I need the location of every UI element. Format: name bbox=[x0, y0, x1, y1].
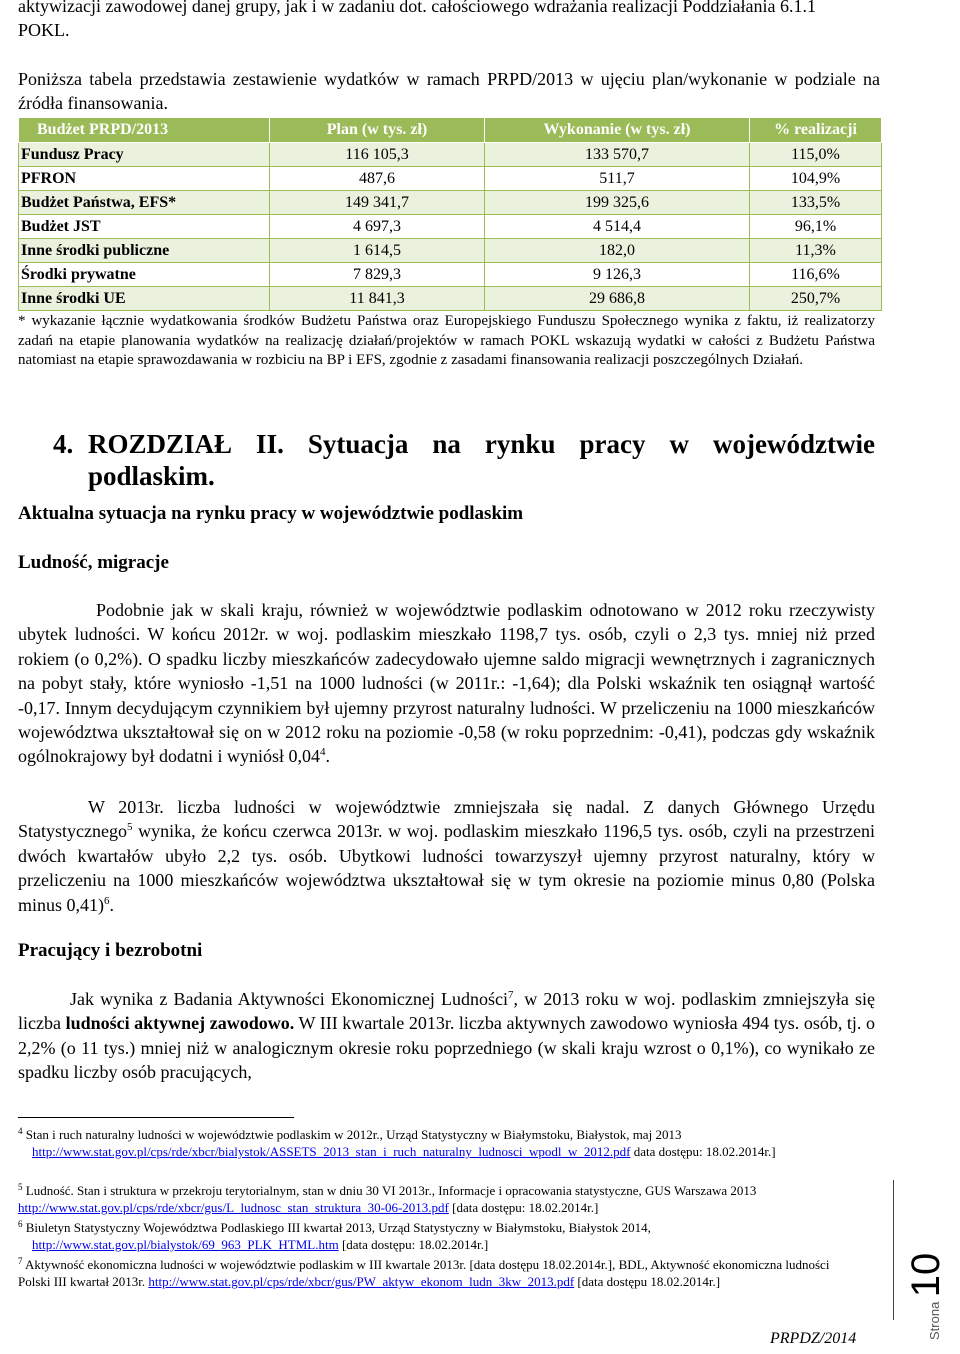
footnote-text: Biuletyn Statystyczny Województwa Podlaskiego III kwartał 2013, Urząd Statystyczny w Białymstoku, Białystok 2014, bbox=[25, 1220, 651, 1235]
table-cell: 149 341,7 bbox=[270, 191, 485, 215]
subsection-heading-pracujacy: Pracujący i bezrobotni bbox=[18, 940, 203, 961]
paragraph-end: . bbox=[325, 746, 330, 767]
table-row bbox=[19, 167, 882, 191]
bold-phrase: ludności aktywnej zawodowo. bbox=[65, 1013, 295, 1034]
table-row bbox=[19, 239, 882, 263]
footnote-7 bbox=[18, 1256, 858, 1290]
table-cell: 11,3% bbox=[750, 239, 882, 263]
table-cell: Środki prywatne bbox=[19, 263, 270, 287]
footnote-access-date: [data dostępu: 18.02.2014r.] bbox=[448, 1200, 599, 1215]
table-cell: 9 126,3 bbox=[485, 263, 750, 287]
table-cell: Fundusz Pracy bbox=[19, 143, 270, 167]
footnote-ref-6[interactable]: 6 bbox=[104, 894, 110, 907]
table-header-cell: % realizacji bbox=[750, 118, 882, 143]
footnote-separator bbox=[18, 1117, 294, 1118]
footnote-text: Stan i ruch naturalny ludności w województwie podlaskim w 2012r., Urząd Statystyczny w Białymstoku, Białystok, maj 2013 bbox=[25, 1127, 682, 1142]
table-cell: Budżet Państwa, EFS* bbox=[19, 191, 270, 215]
footnote-number: 6 bbox=[18, 1219, 23, 1229]
page-label: Strona bbox=[927, 1301, 942, 1340]
page-number-value: 10 bbox=[904, 1252, 948, 1298]
table-header-row bbox=[19, 118, 882, 143]
table-cell: 104,9% bbox=[750, 167, 882, 191]
budget-table bbox=[18, 117, 882, 311]
intro-line-1: aktywizacji zawodowej danej grupy, jak i w zadaniu dot. całościowego wdrażania realizacji Poddziałania 6.1.1 bbox=[18, 0, 817, 16]
footnote-link[interactable]: http://www.stat.gov.pl/bialystok/69_963_PLK_HTML.htm bbox=[32, 1237, 339, 1252]
table-header-cell: Budżet PRPD/2013 bbox=[19, 118, 270, 143]
table-cell: Inne środki publiczne bbox=[19, 239, 270, 263]
footnote-link[interactable]: http://www.stat.gov.pl/cps/rde/xbcr/gus/PW_aktyw_ekonom_ludn_3kw_2013.pdf bbox=[148, 1274, 575, 1289]
table-cell: 1 614,5 bbox=[270, 239, 485, 263]
paragraph-end: . bbox=[109, 894, 115, 915]
paragraph-text: Podobnie jak w skali kraju, również w województwie podlaskim odnotowano w 2012 roku rzeczywisty ubytek ludności. W końcu 2012r. w woj. podlaskim mieszkało 1198,7 tys. osób, czyli o 2,3 tys. mniej niż przed rokiem (o 0,2%). O spadku liczby mieszkańców zadecydowało ujemne saldo migracji wewnętrznych i zagranicznych na pobyt stały, które wyniosło -1,51 na 1000 ludności (w 2011r.: -1,64); dla Polski wskaźnik ten osiągnął wartość -0,17. Innym decydującym czynnikiem był ujemny przyrost naturalny ludności. W przeliczeniu na 1000 mieszkańców województwa ukształtował się on w 2012 roku na poziomie -0,58 (w roku poprzednim: -0,41), podczas gdy wskaźnik ogólnokrajowy był dodatni i wyniósł 0,04 bbox=[18, 600, 875, 767]
table-footnote: * wykazanie łącznie wydatkowania środków Budżetu Państwa oraz Europejskiego Funduszu Społecznego wynika z faktu, iż realizatorzy zadań na etapie planowania wydatków na realizację działań/projektów w ramach POKL wskazują wydatki w całości z Budżetu Państwa natomiast na etapie sprawozdawania w rozbiciu na BP i EFS, zgodnie z zasadami finansowania realizacji poszczególnych Działań. bbox=[18, 313, 875, 368]
table-cell: Budżet JST bbox=[19, 215, 270, 239]
footnote-6 bbox=[18, 1219, 858, 1253]
intro-line-2: POKL. bbox=[18, 20, 70, 40]
table-cell: 116 105,3 bbox=[270, 143, 485, 167]
table-cell: 199 325,6 bbox=[485, 191, 750, 215]
chapter-heading bbox=[53, 428, 875, 492]
subsection-heading-ludnosc: Ludność, migracje bbox=[18, 552, 169, 573]
intro-paragraph: Poniższa tabela przedstawia zestawienie wydatków w ramach PRPD/2013 w ujęciu plan/wykonanie w podziale na źródła finansowania. bbox=[18, 69, 880, 113]
table-cell: 133,5% bbox=[750, 191, 882, 215]
table-cell: 7 829,3 bbox=[270, 263, 485, 287]
table-cell: Inne środki UE bbox=[19, 287, 270, 311]
table-cell: 487,6 bbox=[270, 167, 485, 191]
table-cell: 4 697,3 bbox=[270, 215, 485, 239]
footnote-5 bbox=[18, 1182, 858, 1216]
page-number bbox=[906, 1253, 946, 1340]
footnote-text: Ludność. Stan i struktura w przekroju terytorialnym, stan w dniu 30 VI 2013r., Informacje i opracowania statystyczne, GUS Warszawa 2013 bbox=[25, 1183, 757, 1198]
footer-doc-id: PRPDZ/2014 bbox=[770, 1330, 857, 1347]
footnote-4 bbox=[18, 1126, 858, 1160]
paragraph-ludnosc-2012 bbox=[18, 598, 875, 769]
footnote-number: 7 bbox=[18, 1256, 23, 1266]
chapter-title-line-2: podlaskim. bbox=[88, 461, 215, 491]
table-row bbox=[19, 287, 882, 311]
table-header-cell: Plan (w tys. zł) bbox=[270, 118, 485, 143]
table-cell: 250,7% bbox=[750, 287, 882, 311]
paragraph-ludnosc-2013 bbox=[18, 795, 875, 917]
paragraph-text: Jak wynika z Badania Aktywności Ekonomicznej Ludności bbox=[70, 989, 509, 1009]
footnote-link[interactable]: http://www.stat.gov.pl/cps/rde/xbcr/bialystok/ASSETS_2013_stan_i_ruch_naturalny_ludnosci_wpodl_w_2012.pdf bbox=[32, 1144, 631, 1159]
section-heading: Aktualna sytuacja na rynku pracy w województwie podlaskim bbox=[18, 503, 524, 524]
table-cell: 511,7 bbox=[485, 167, 750, 191]
table-row bbox=[19, 143, 882, 167]
paragraph-text: , w 2013 roku w woj. podlaskim zmniejszyła się liczba bbox=[18, 989, 876, 1034]
paragraph-text: W III kwartale 2013r. liczba aktywnych zawodowo wyniosła 494 tys. osób, tj. o 2,2% (o 11 tys.) mniej niż w analogicznym okresie roku poprzedniego (w skali kraju wzrost o 0,1%), co wynikało ze spadku liczby osób pracujących, bbox=[18, 1013, 875, 1083]
paragraph-aktywnosc bbox=[18, 987, 875, 1085]
table-cell: 182,0 bbox=[485, 239, 750, 263]
table-cell: 11 841,3 bbox=[270, 287, 485, 311]
footnote-access-date: [data dostępu 18.02.2014r.] bbox=[574, 1274, 721, 1289]
footnote-text: Aktywność ekonomiczna ludności w województwie podlaskim w III kwartale 2013r. [data dostępu 18.02.2014r.], BDL, Aktywność ekonomiczna ludności Polski III kwartał 2013r. bbox=[18, 1257, 830, 1289]
footnote-access-date: data dostępu: 18.02.2014r.] bbox=[630, 1144, 776, 1159]
table-cell: 4 514,4 bbox=[485, 215, 750, 239]
table-header-cell: Wykonanie (w tys. zł) bbox=[485, 118, 750, 143]
table-cell: 96,1% bbox=[750, 215, 882, 239]
footnote-ref-5[interactable]: 5 bbox=[126, 821, 133, 834]
footnote-link[interactable]: http://www.stat.gov.pl/cps/rde/xbcr/gus/L_ludnosc_stan_struktura_30-06-2013.pdf bbox=[18, 1200, 449, 1215]
footnote-ref-4[interactable]: 4 bbox=[319, 746, 326, 759]
chapter-number: 4. bbox=[53, 429, 74, 459]
table-cell: 29 686,8 bbox=[485, 287, 750, 311]
footnote-ref-7[interactable]: 7 bbox=[508, 989, 514, 1001]
table-cell: 133 570,7 bbox=[485, 143, 750, 167]
table-cell: PFRON bbox=[19, 167, 270, 191]
chapter-title-line-1: ROZDZIAŁ II. Sytuacja na rynku pracy w województwie bbox=[88, 429, 875, 459]
footnote-access-date: [data dostępu: 18.02.2014r.] bbox=[338, 1237, 489, 1252]
paragraph-text: W 2013r. liczba ludności w województwie zmniejszała się nadal. Z danych Głównego Urzędu Statystycznego bbox=[18, 797, 875, 842]
table-row bbox=[19, 263, 882, 287]
table-row bbox=[19, 191, 882, 215]
table-row bbox=[19, 215, 882, 239]
footnote-number: 5 bbox=[18, 1182, 23, 1192]
table-cell: 115,0% bbox=[750, 143, 882, 167]
paragraph-text: wynika, że końcu czerwca 2013r. w woj. podlaskim mieszkało 1196,5 tys. osób, czyli na przestrzeni dwóch kwartałów ubyło 2,2 tys. osób. Ubytkowi ludności towarzyszył ujemny przyrost naturalny, który w przeliczeniu na 1000 mieszkańców województwa ukształtował się w tym okresie na poziomie minus 0,80 (Polska minus 0,41) bbox=[18, 821, 875, 915]
footnote-number: 4 bbox=[18, 1126, 23, 1136]
table-cell: 116,6% bbox=[750, 263, 882, 287]
